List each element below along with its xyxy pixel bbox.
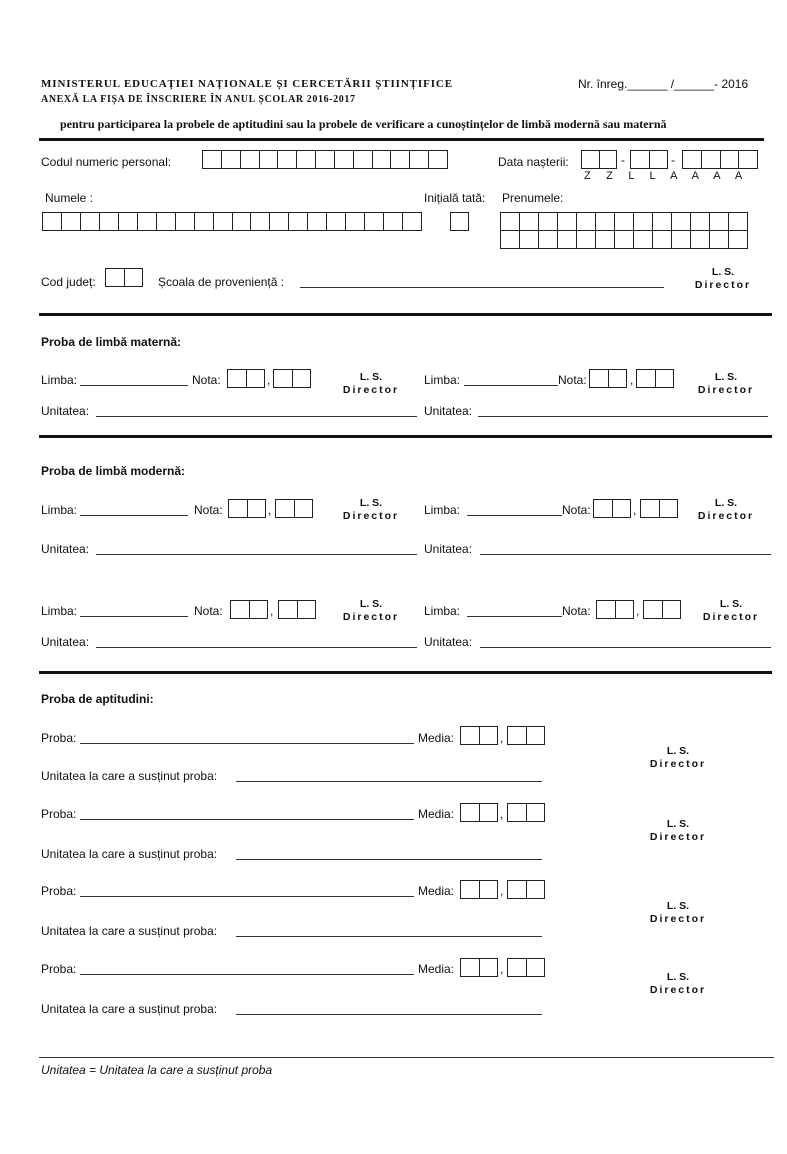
average-decimal-input[interactable] bbox=[507, 803, 545, 822]
average-label: Media: bbox=[418, 884, 455, 898]
birth-date-hint: Z Z L L A A A A bbox=[584, 170, 749, 182]
decimal-comma: , bbox=[500, 807, 504, 821]
proba-input[interactable] bbox=[80, 743, 414, 744]
director-stamp: L. S. Director bbox=[342, 497, 400, 522]
county-code-label: Cod județ: bbox=[41, 275, 96, 289]
decimal-comma: , bbox=[267, 373, 271, 387]
cnp-input[interactable] bbox=[202, 150, 448, 169]
language-input[interactable] bbox=[80, 515, 188, 516]
decimal-comma: , bbox=[500, 962, 504, 976]
limba-label: Limba: bbox=[424, 373, 461, 387]
average-integer-input[interactable] bbox=[460, 958, 498, 977]
grade-label: Nota: bbox=[194, 503, 223, 517]
grade-integer-input[interactable] bbox=[227, 369, 265, 388]
name-input[interactable] bbox=[42, 212, 422, 231]
director-stamp: L. S. Director bbox=[702, 598, 760, 623]
registration-number: Nr. înreg.______ /______- 2016 bbox=[578, 77, 749, 91]
grade-integer-input[interactable] bbox=[593, 499, 631, 518]
unit-label: Unitatea: bbox=[424, 635, 473, 649]
limba-label: Limba: bbox=[424, 503, 461, 517]
language-input[interactable] bbox=[467, 515, 562, 516]
director-stamp: L. S. Director bbox=[342, 598, 400, 623]
average-label: Media: bbox=[418, 962, 455, 976]
grade-decimal-input[interactable] bbox=[273, 369, 311, 388]
county-code-input[interactable] bbox=[105, 268, 143, 287]
average-decimal-input[interactable] bbox=[507, 958, 545, 977]
unit-input[interactable] bbox=[236, 936, 542, 937]
birth-date-label: Data nașterii: bbox=[498, 155, 569, 169]
cnp-label: Codul numeric personal: bbox=[41, 155, 172, 169]
unit-input[interactable] bbox=[96, 554, 417, 555]
father-initial-label: Inițială tată: bbox=[424, 191, 486, 205]
unit-full-label: Unitatea la care a susținut proba: bbox=[41, 769, 218, 783]
footnote: Unitatea = Unitatea la care a susținut proba bbox=[41, 1063, 273, 1077]
name-label: Numele : bbox=[45, 191, 94, 205]
limba-label: Limba: bbox=[41, 373, 78, 387]
form-subtitle: pentru participarea la probele de aptitudini sau la probele de verificare a cunoștințelor de limbă modernă sau maternă bbox=[60, 117, 667, 131]
section-rule bbox=[39, 435, 772, 438]
grade-decimal-input[interactable] bbox=[643, 600, 681, 619]
unit-input[interactable] bbox=[96, 647, 417, 648]
decimal-comma: , bbox=[500, 884, 504, 898]
proba-label: Proba: bbox=[41, 731, 77, 745]
unit-label: Unitatea: bbox=[41, 404, 90, 418]
section-rule bbox=[39, 313, 772, 316]
father-initial-input[interactable] bbox=[450, 212, 469, 231]
grade-label: Nota: bbox=[194, 604, 223, 618]
director-stamp: L. S. Director bbox=[649, 900, 707, 925]
unit-input[interactable] bbox=[480, 647, 771, 648]
proba-label: Proba: bbox=[41, 884, 77, 898]
proba-input[interactable] bbox=[80, 974, 414, 975]
first-name-input-row1[interactable] bbox=[500, 212, 748, 231]
unit-label: Unitatea: bbox=[424, 542, 473, 556]
birth-month-input[interactable] bbox=[630, 150, 668, 169]
grade-decimal-input[interactable] bbox=[275, 499, 313, 518]
grade-decimal-input[interactable] bbox=[636, 369, 674, 388]
school-input[interactable] bbox=[300, 287, 664, 288]
unit-input[interactable] bbox=[236, 781, 542, 782]
unit-input[interactable] bbox=[480, 554, 771, 555]
average-decimal-input[interactable] bbox=[507, 726, 545, 745]
unit-label: Unitatea: bbox=[424, 404, 473, 418]
first-name-input-row2[interactable] bbox=[500, 230, 748, 249]
grade-decimal-input[interactable] bbox=[640, 499, 678, 518]
unit-input[interactable] bbox=[478, 416, 768, 417]
limba-label: Limba: bbox=[41, 604, 78, 618]
director-stamp: L. S. Director bbox=[649, 745, 707, 770]
date-separator: - bbox=[621, 153, 625, 167]
header-rule bbox=[39, 138, 764, 141]
first-name-label: Prenumele: bbox=[502, 191, 564, 205]
proba-input[interactable] bbox=[80, 819, 414, 820]
proba-label: Proba: bbox=[41, 962, 77, 976]
school-label: Școala de proveniență : bbox=[158, 275, 285, 289]
director-stamp: L. S. Director bbox=[697, 497, 755, 522]
grade-integer-input[interactable] bbox=[596, 600, 634, 619]
director-stamp: L. S. Director bbox=[697, 371, 755, 396]
average-label: Media: bbox=[418, 807, 455, 821]
unit-label: Unitatea: bbox=[41, 542, 90, 556]
proba-input[interactable] bbox=[80, 896, 414, 897]
decimal-comma: , bbox=[636, 604, 640, 618]
limba-label: Limba: bbox=[424, 604, 461, 618]
ministry-title: MINISTERUL EDUCAȚIEI NAȚIONALE ȘI CERCETĂRII ȘTIINȚIFICE bbox=[41, 78, 453, 90]
modern-language-title: Proba de limbă modernă: bbox=[41, 464, 186, 478]
unit-full-label: Unitatea la care a susținut proba: bbox=[41, 924, 218, 938]
average-label: Media: bbox=[418, 731, 455, 745]
unit-input[interactable] bbox=[96, 416, 417, 417]
aptitude-title: Proba de aptitudini: bbox=[41, 692, 154, 706]
average-integer-input[interactable] bbox=[460, 880, 498, 899]
language-input[interactable] bbox=[467, 616, 562, 617]
average-integer-input[interactable] bbox=[460, 803, 498, 822]
unit-input[interactable] bbox=[236, 1014, 542, 1015]
footer-rule bbox=[39, 1057, 774, 1058]
decimal-comma: , bbox=[270, 604, 274, 618]
limba-label: Limba: bbox=[41, 503, 78, 517]
average-decimal-input[interactable] bbox=[507, 880, 545, 899]
language-input[interactable] bbox=[80, 616, 188, 617]
unit-input[interactable] bbox=[236, 859, 542, 860]
director-stamp: L. S. Director bbox=[649, 971, 707, 996]
director-stamp: L. S. Director bbox=[342, 371, 400, 396]
language-input[interactable] bbox=[464, 385, 558, 386]
birth-day-input[interactable] bbox=[581, 150, 617, 169]
date-separator: - bbox=[671, 153, 675, 167]
annex-title: ANEXĂ LA FIȘA DE ÎNSCRIERE ÎN ANUL ȘCOLAR 2016-2017 bbox=[41, 94, 356, 105]
grade-integer-input[interactable] bbox=[228, 499, 266, 518]
unit-full-label: Unitatea la care a susținut proba: bbox=[41, 847, 218, 861]
grade-label: Nota: bbox=[192, 373, 221, 387]
proba-label: Proba: bbox=[41, 807, 77, 821]
director-stamp: L. S. Director bbox=[694, 266, 752, 291]
decimal-comma: , bbox=[633, 503, 637, 517]
grade-integer-input[interactable] bbox=[589, 369, 627, 388]
decimal-comma: , bbox=[630, 373, 634, 387]
language-input[interactable] bbox=[80, 385, 188, 386]
grade-label: Nota: bbox=[562, 503, 591, 517]
grade-label: Nota: bbox=[562, 604, 591, 618]
unit-full-label: Unitatea la care a susținut proba: bbox=[41, 1002, 218, 1016]
grade-decimal-input[interactable] bbox=[278, 600, 316, 619]
grade-integer-input[interactable] bbox=[230, 600, 268, 619]
average-integer-input[interactable] bbox=[460, 726, 498, 745]
grade-label: Nota: bbox=[558, 373, 587, 387]
birth-year-input[interactable] bbox=[682, 150, 758, 169]
decimal-comma: , bbox=[268, 503, 272, 517]
section-rule bbox=[39, 671, 772, 674]
unit-label: Unitatea: bbox=[41, 635, 90, 649]
maternal-language-title: Proba de limbă maternă: bbox=[41, 335, 182, 349]
decimal-comma: , bbox=[500, 731, 504, 745]
director-stamp: L. S. Director bbox=[649, 818, 707, 843]
